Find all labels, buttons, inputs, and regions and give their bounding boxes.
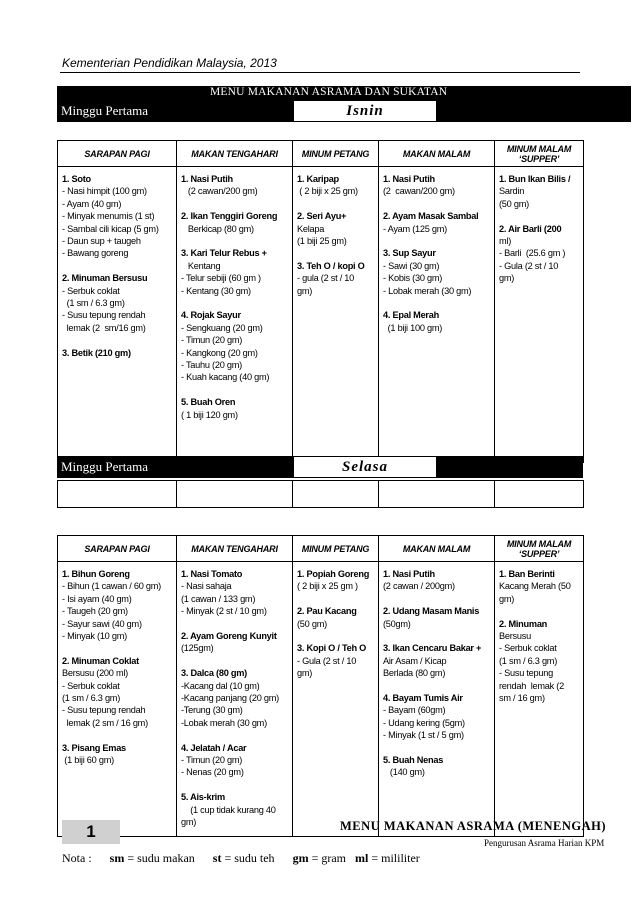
menu-line: -Kacang panjang (20 gm) (181, 693, 279, 704)
menu-line: - Minyak (10 gm) (62, 631, 127, 642)
menu-title: MENU MAKANAN ASRAMA DAN SUKATAN (210, 86, 448, 98)
menu-item (383, 309, 492, 334)
menu-item (62, 272, 174, 334)
menu-item (297, 605, 376, 630)
menu-item (62, 742, 174, 767)
menu-line: 3. Pisang Emas (62, 742, 126, 753)
menu-line: Kacang Merah (50 (499, 581, 571, 592)
menu-item (181, 396, 290, 421)
menu-line: 5. Buah Nenas (383, 755, 444, 766)
header-rule (60, 72, 580, 73)
note-abbr: sm (109, 851, 125, 865)
menu-line: 3. Ikan Cencaru Bakar + (383, 643, 482, 654)
menu-line: (1 biji 25 gm) (297, 236, 347, 247)
menu-line: 2. Seri Ayu+ (297, 211, 347, 222)
week-label: Minggu Pertama (61, 103, 149, 118)
menu-item (181, 568, 290, 618)
menu-cell (58, 562, 177, 837)
menu-line: (50gm) (383, 618, 411, 629)
menu-line: (2 cawan/200 gm) (181, 186, 258, 197)
menu-item (62, 568, 174, 642)
menu-line: 2. Ayam Goreng Kunyit (181, 631, 277, 642)
menu-item (383, 692, 492, 742)
menu-line: (50 gm) (297, 618, 327, 629)
menu-line: 2. Minuman Coklat (62, 655, 139, 666)
menu-line: (1 biji 60 gm) (62, 755, 114, 766)
menu-line: ml) (499, 236, 512, 247)
menu-line: - Kobis (30 gm) (383, 273, 443, 284)
menu-line: ( 2 biji x 25 gm) (297, 186, 358, 197)
menu-line: - Timun (20 gm) (181, 335, 243, 346)
menu-line: 2. Ikan Tenggiri Goreng (181, 211, 278, 222)
note-meaning: = mililiter (371, 851, 420, 865)
menu-item (181, 791, 290, 828)
menu-item (383, 173, 492, 198)
menu-line: 1. Bihun Goreng (62, 569, 130, 579)
column-header: MINUM PETANG (293, 141, 379, 167)
menu-line: - Susu tepung (499, 668, 553, 679)
menu-line: - Bawang goreng (62, 248, 129, 259)
menu-row-isnin (58, 167, 584, 463)
menu-line: - Tauhu (20 gm) (181, 360, 242, 371)
menu-line: (1 cup tidak kurang 40 (181, 804, 276, 815)
empty-cell (495, 481, 584, 508)
menu-cell (58, 167, 177, 463)
menu-line: 2. Ayam Masak Sambal (383, 211, 479, 222)
column-header: MAKAN MALAM (379, 536, 495, 562)
menu-cell (177, 562, 293, 837)
menu-line: 2. Pau Kacang (297, 606, 357, 617)
menu-line: -Kacang dal (10 gm) (181, 680, 260, 691)
menu-table-selasa (57, 535, 584, 837)
menu-line: -Terung (30 gm) (181, 705, 243, 716)
menu-item (383, 568, 492, 593)
menu-title-bar (57, 86, 631, 100)
menu-line: 1. Nasi Tomato (181, 569, 243, 579)
menu-line: - Susu tepung rendah (62, 310, 146, 321)
menu-item (181, 173, 290, 198)
menu-line: 4. Jelatah / Acar (181, 742, 247, 753)
menu-line: (140 gm) (383, 767, 425, 778)
menu-line: ( 2 biji x 25 gm ) (297, 581, 358, 592)
menu-line: 1. Nasi Putih (383, 569, 435, 579)
empty-cell (58, 481, 177, 508)
menu-line: 3. Teh O / kopi O (297, 260, 365, 271)
menu-line: Air Asam / Kicap (383, 655, 447, 666)
menu-cell (177, 167, 293, 463)
menu-item (499, 173, 581, 210)
week-label: Minggu Pertama (61, 459, 149, 474)
menu-line: - Kangkong (20 gm) (181, 347, 258, 358)
menu-item (181, 247, 290, 297)
menu-line: sm / 16 gm) (499, 693, 545, 704)
menu-line: Sardin (499, 186, 525, 197)
note-abbr: ml (355, 851, 369, 865)
day-label-selasa: Selasa (293, 456, 437, 478)
menu-line: Bersusu (499, 631, 531, 642)
page-number: 1 (62, 820, 120, 844)
column-header-row (58, 141, 584, 167)
menu-line: - Serbuk coklat (499, 643, 557, 654)
note-prefix: Nota : (62, 851, 92, 865)
day-label-isnin: Isnin (293, 100, 437, 122)
note-abbr: gm (292, 851, 309, 865)
menu-line: (1 biji 100 gm) (383, 322, 443, 333)
menu-line: - Gula (2 st / 10 (297, 655, 357, 666)
menu-line: 2. Minuman (499, 618, 548, 629)
menu-line: - Nasi sahaja (181, 581, 232, 592)
menu-item (62, 347, 174, 359)
menu-line: - Minyak menumis (1 st) (62, 211, 155, 222)
menu-line: gm) (499, 593, 515, 604)
menu-item (297, 210, 376, 247)
column-header: SARAPAN PAGI (58, 141, 177, 167)
column-header: MINUM MALAM ‘SUPPER’ (495, 141, 584, 167)
menu-item (181, 667, 290, 729)
menu-line: 4. Bayam Tumis Air (383, 693, 463, 704)
footer-title: MENU MAKANAN ASRAMA (MENENGAH) (340, 819, 607, 833)
menu-row-selasa (58, 562, 584, 837)
menu-line: 3. Kari Telur Rebus + (181, 248, 267, 259)
menu-line: gm) (499, 273, 515, 284)
menu-line: (1 cawan / 133 gm) (181, 593, 256, 604)
menu-item (383, 642, 492, 679)
menu-line: - Daun sup + taugeh (62, 236, 141, 247)
menu-line: (1 sm / 6.3 gm) (62, 693, 121, 704)
menu-table-isnin (57, 140, 584, 463)
column-header: MINUM MALAM ‘SUPPER’ (495, 536, 584, 562)
note-meaning: = sudu teh (224, 851, 275, 865)
menu-line: 1. Nasi Putih (181, 174, 233, 184)
menu-line: 2. Minuman Bersusu (62, 273, 148, 284)
menu-line: -Lobak merah (30 gm) (181, 717, 267, 728)
menu-line: 4. Rojak Sayur (181, 310, 241, 321)
menu-item (383, 754, 492, 779)
menu-line: (50 gm) (499, 198, 529, 209)
menu-line: 1. Popiah Goreng (297, 569, 370, 579)
menu-item (181, 309, 290, 383)
note-meaning: = sudu makan (127, 851, 195, 865)
menu-line: - Isi ayam (40 gm) (62, 593, 132, 604)
week-bar-isnin (57, 100, 631, 122)
menu-line: ( 1 biji 120 gm) (181, 409, 238, 420)
empty-cell (177, 481, 293, 508)
menu-line: - Udang kering (5gm) (383, 717, 465, 728)
menu-line: - Sayur sawi (40 gm) (62, 618, 142, 629)
menu-line: (1 sm / 6.3 gm) (499, 655, 558, 666)
menu-line: 1. Nasi Putih (383, 174, 435, 184)
menu-line: - Kuah kacang (40 gm) (181, 372, 270, 383)
ministry-header: Kementerian Pendidikan Malaysia, 2013 (62, 56, 277, 70)
menu-line: - Nasi himpit (100 gm) (62, 186, 147, 197)
menu-cell (379, 562, 495, 837)
menu-line: Berlada (80 gm) (383, 668, 446, 679)
menu-item (62, 173, 174, 260)
menu-line: gm) (297, 668, 313, 679)
menu-line: - Minyak (1 st / 5 gm) (383, 730, 464, 741)
menu-line: (1 sm / 6.3 gm) (62, 298, 125, 309)
menu-line: 1. Bun Ikan Bilis / (499, 174, 571, 184)
menu-cell (495, 562, 584, 837)
menu-line: 1. Soto (62, 174, 91, 184)
menu-line: 1. Ban Berinti (499, 569, 555, 579)
menu-line: - Minyak (2 st / 10 gm) (181, 606, 267, 617)
menu-item (181, 630, 290, 655)
menu-cell (495, 167, 584, 463)
menu-item (383, 605, 492, 630)
footer-source: Pengurusan Asrama Harian KPM (484, 838, 605, 848)
menu-item (383, 210, 492, 235)
column-header-row (58, 536, 584, 562)
menu-line: 3. Kopi O / Teh O (297, 643, 367, 654)
menu-line: - Kentang (30 gm) (181, 285, 251, 296)
column-header: MAKAN TENGAHARI (177, 141, 293, 167)
menu-item (297, 260, 376, 297)
menu-line: - gula (2 st / 10 (297, 273, 355, 284)
menu-line: 3. Sup Sayur (383, 248, 436, 259)
menu-line: - Sawi (30 gm) (383, 260, 440, 271)
menu-line: 3. Betik (210 gm) (62, 347, 131, 358)
menu-line: gm) (297, 285, 313, 296)
menu-line: lemak (2 sm/16 gm) (62, 322, 146, 333)
menu-cell (293, 562, 379, 837)
menu-line: - Telur sebiji (60 gm ) (181, 273, 261, 284)
menu-item (499, 568, 581, 605)
menu-line: - Bihun (1 cawan / 60 gm) (62, 581, 161, 592)
menu-line: 1. Karipap (297, 174, 339, 184)
menu-line: - Sambal cili kicap (5 gm) (62, 223, 159, 234)
menu-line: (2 cawan/200 gm) (383, 186, 455, 197)
menu-line: rendah lemak (2 (499, 680, 564, 691)
menu-line: - Gula (2 st / 10 (499, 260, 559, 271)
menu-line: - Sengkuang (20 gm) (181, 322, 263, 333)
menu-line: - Lobak merah (30 gm) (383, 285, 472, 296)
menu-line: - Serbuk coklat (62, 285, 120, 296)
menu-cell (379, 167, 495, 463)
menu-line: 4. Epal Merah (383, 310, 439, 321)
menu-item (297, 642, 376, 679)
menu-item (499, 618, 581, 705)
menu-item (62, 655, 174, 729)
menu-line: Kelapa (297, 223, 325, 234)
menu-line: 3. Dalca (80 gm) (181, 668, 247, 679)
menu-line: 2. Air Barli (200 (499, 223, 562, 234)
menu-line: - Nenas (20 gm) (181, 767, 244, 778)
menu-item (499, 223, 581, 285)
menu-line: 5. Ais-krim (181, 792, 225, 803)
week-bar-selasa (57, 456, 583, 478)
column-header: SARAPAN PAGI (58, 536, 177, 562)
menu-item (297, 173, 376, 198)
menu-line: - Barli (25.6 gm ) (499, 248, 566, 259)
menu-line: (2 cawan / 200gm) (383, 581, 455, 592)
menu-line: lemak (2 sm / 16 gm) (62, 717, 148, 728)
note-abbr: st (212, 851, 222, 865)
menu-item (297, 568, 376, 593)
note-meaning: = gram (311, 851, 346, 865)
menu-line: - Timun (20 gm) (181, 755, 243, 766)
empty-table-selasa (57, 480, 584, 508)
column-header: MAKAN MALAM (379, 141, 495, 167)
menu-cell (293, 167, 379, 463)
menu-line: 2. Udang Masam Manis (383, 606, 480, 617)
menu-line: - Taugeh (20 gm) (62, 606, 128, 617)
menu-line: - Bayam (60gm) (383, 705, 446, 716)
empty-cell (379, 481, 495, 508)
menu-line: - Ayam (125 gm) (383, 223, 447, 234)
menu-line: - Susu tepung rendah (62, 705, 146, 716)
menu-line: 5. Buah Oren (181, 397, 236, 408)
column-header: MAKAN TENGAHARI (177, 536, 293, 562)
empty-cell (293, 481, 379, 508)
menu-line: gm) (181, 817, 197, 828)
abbreviation-note (62, 851, 420, 866)
column-header: MINUM PETANG (293, 536, 379, 562)
menu-line: - Serbuk coklat (62, 680, 120, 691)
menu-line: (125gm) (181, 643, 214, 654)
menu-line: Kentang (181, 260, 221, 271)
menu-item (181, 742, 290, 779)
menu-item (181, 210, 290, 235)
menu-line: Berkicap (80 gm) (181, 223, 254, 234)
menu-line: - Ayam (40 gm) (62, 198, 122, 209)
menu-item (383, 247, 492, 297)
menu-line: Bersusu (200 ml) (62, 668, 128, 679)
